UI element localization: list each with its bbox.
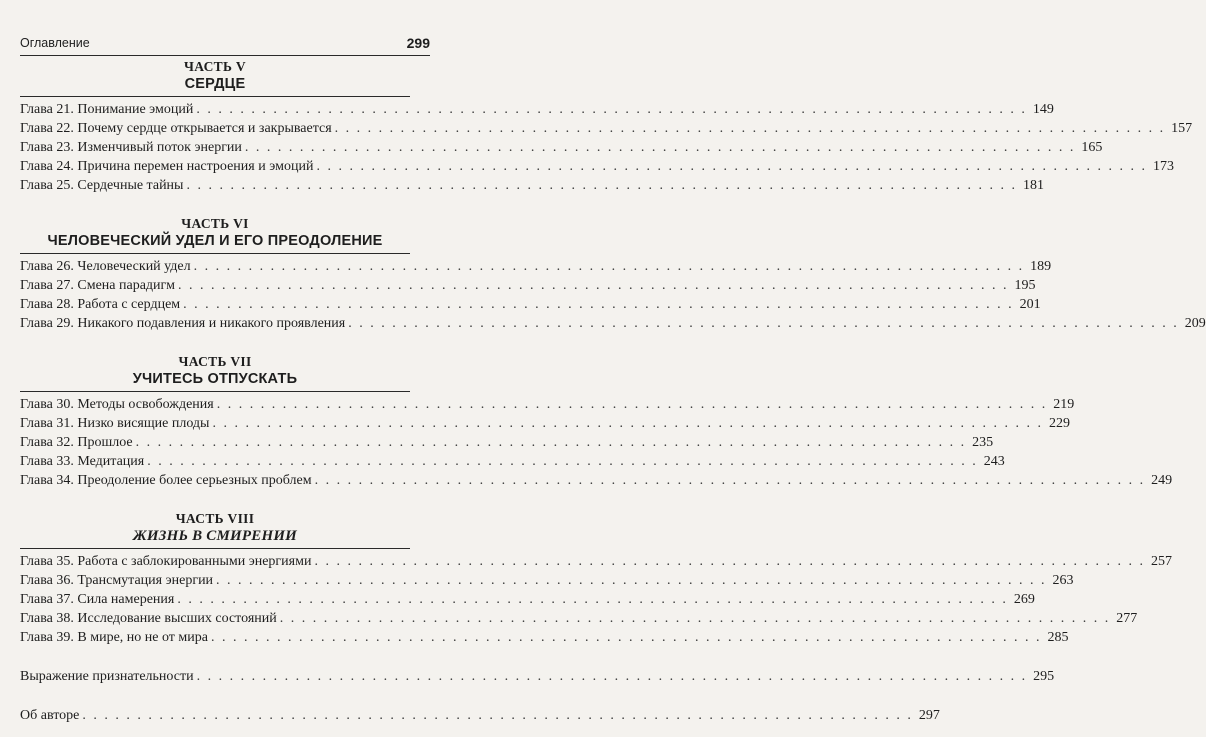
entry-page: 149 bbox=[1032, 102, 1054, 117]
entry-title: Глава 28. Работа с сердцем bbox=[20, 297, 181, 312]
part-rule bbox=[20, 548, 410, 549]
part-label: ЧАСТЬ VI bbox=[181, 216, 249, 231]
leader-dots bbox=[216, 571, 1047, 590]
part-title: УЧИТЕСЬ ОТПУСКАТЬ bbox=[132, 371, 298, 387]
leader-dots bbox=[212, 414, 1043, 433]
entry-page: 189 bbox=[1030, 259, 1052, 274]
header-rule bbox=[20, 55, 430, 56]
leader-dots bbox=[82, 706, 913, 725]
running-title: Оглавление bbox=[20, 36, 90, 50]
part-rule bbox=[20, 253, 410, 254]
toc-entry[interactable] bbox=[20, 100, 1054, 119]
entry-title: Глава 21. Понимание эмоций bbox=[20, 102, 194, 117]
leader-dots bbox=[186, 176, 1017, 195]
part-rule bbox=[20, 391, 410, 392]
leader-dots bbox=[245, 138, 1076, 157]
toc-entry[interactable] bbox=[20, 157, 1174, 176]
leader-dots bbox=[178, 276, 1009, 295]
entry-title: Выражение признательности bbox=[20, 669, 194, 684]
leader-dots bbox=[177, 590, 1008, 609]
page-number: 299 bbox=[406, 35, 430, 51]
entry-page: 235 bbox=[972, 435, 994, 450]
entry-page: 243 bbox=[983, 454, 1005, 469]
toc-entry[interactable] bbox=[20, 276, 1036, 295]
part-title: ЧЕЛОВЕЧЕСКИЙ УДЕЛ И ЕГО ПРЕОДОЛЕНИЕ bbox=[47, 233, 383, 249]
entry-title: Глава 38. Исследование высших состояний bbox=[20, 611, 277, 626]
entry-title: Глава 35. Работа с заблокированными энергиями bbox=[20, 554, 312, 569]
part-title: СЕРДЦЕ bbox=[184, 76, 246, 92]
entry-title: Глава 37. Сила намерения bbox=[20, 592, 175, 607]
entry-page: 297 bbox=[918, 708, 940, 723]
leader-dots bbox=[348, 314, 1179, 333]
entry-page: 181 bbox=[1022, 178, 1044, 193]
leader-dots bbox=[316, 157, 1147, 176]
entry-title: Глава 22. Почему сердце открывается и закрывается bbox=[20, 121, 332, 136]
entry-page: 249 bbox=[1151, 473, 1173, 488]
toc-entry[interactable] bbox=[20, 452, 1005, 471]
toc-entry[interactable] bbox=[20, 395, 1075, 414]
toc-entry-about-author[interactable] bbox=[20, 706, 940, 725]
entry-title: Глава 23. Изменчивый поток энергии bbox=[20, 140, 242, 155]
entry-title: Глава 39. В мире, но не от мира bbox=[20, 630, 208, 645]
part-title: ЖИЗНЬ В СМИРЕНИИ bbox=[132, 528, 298, 544]
entry-title: Глава 31. Низко висящие плоды bbox=[20, 416, 210, 431]
entry-title: Глава 25. Сердечные тайны bbox=[20, 178, 184, 193]
entry-title: Глава 24. Причина перемен настроения и эмоций bbox=[20, 159, 314, 174]
entry-page: 201 bbox=[1019, 297, 1041, 312]
toc-entry[interactable] bbox=[20, 176, 1044, 195]
toc-entry-acknowledgements[interactable] bbox=[20, 667, 1055, 686]
toc-entry[interactable] bbox=[20, 552, 1172, 571]
toc-entry[interactable] bbox=[20, 257, 1052, 276]
table-of-contents bbox=[20, 58, 1206, 725]
entry-title: Глава 33. Медитация bbox=[20, 454, 145, 469]
entry-page: 229 bbox=[1048, 416, 1070, 431]
entry-page: 285 bbox=[1047, 630, 1069, 645]
entry-title: Глава 26. Человеческий удел bbox=[20, 259, 191, 274]
leader-dots bbox=[217, 395, 1048, 414]
toc-entry[interactable] bbox=[20, 138, 1103, 157]
leader-dots bbox=[183, 295, 1014, 314]
part-6 bbox=[20, 215, 1206, 333]
leader-dots bbox=[314, 552, 1145, 571]
page-header bbox=[20, 36, 430, 54]
toc-entry[interactable] bbox=[20, 471, 1173, 490]
leader-dots bbox=[197, 667, 1028, 686]
entry-page: 263 bbox=[1052, 573, 1074, 588]
entry-page: 157 bbox=[1171, 121, 1193, 136]
leader-dots bbox=[196, 100, 1027, 119]
entry-page: 257 bbox=[1150, 554, 1172, 569]
entry-page: 269 bbox=[1013, 592, 1035, 607]
entry-title: Глава 29. Никакого подавления и никакого проявления bbox=[20, 316, 346, 331]
toc-entry[interactable] bbox=[20, 295, 1041, 314]
part-label: ЧАСТЬ VIII bbox=[175, 511, 255, 526]
toc-entry[interactable] bbox=[20, 119, 1193, 138]
entry-page: 195 bbox=[1014, 278, 1036, 293]
entry-title: Глава 36. Трансмутация энергии bbox=[20, 573, 214, 588]
entry-title: Об авторе bbox=[20, 708, 80, 723]
entry-page: 295 bbox=[1033, 669, 1055, 684]
toc-entry[interactable] bbox=[20, 414, 1070, 433]
entry-title: Глава 32. Прошлое bbox=[20, 435, 133, 450]
leader-dots bbox=[335, 119, 1166, 138]
entry-page: 173 bbox=[1152, 159, 1174, 174]
entry-page: 209 bbox=[1184, 316, 1206, 331]
part-rule bbox=[20, 96, 410, 97]
toc-entry[interactable] bbox=[20, 628, 1069, 647]
leader-dots bbox=[280, 609, 1111, 628]
toc-entry[interactable] bbox=[20, 314, 1206, 333]
leader-dots bbox=[315, 471, 1146, 490]
toc-entry[interactable] bbox=[20, 433, 994, 452]
leader-dots bbox=[147, 452, 978, 471]
leader-dots bbox=[194, 257, 1025, 276]
leader-dots bbox=[136, 433, 967, 452]
entry-title: Глава 30. Методы освобождения bbox=[20, 397, 214, 412]
part-8 bbox=[20, 510, 1172, 647]
toc-entry[interactable] bbox=[20, 590, 1035, 609]
part-5 bbox=[20, 58, 1193, 195]
part-7 bbox=[20, 353, 1173, 490]
entry-page: 219 bbox=[1053, 397, 1075, 412]
entry-page: 165 bbox=[1081, 140, 1103, 155]
entry-title: Глава 27. Смена парадигм bbox=[20, 278, 175, 293]
part-label: ЧАСТЬ VII bbox=[178, 354, 252, 369]
entry-page: 277 bbox=[1116, 611, 1138, 626]
toc-entry[interactable] bbox=[20, 571, 1074, 590]
leader-dots bbox=[211, 628, 1042, 647]
part-label: ЧАСТЬ V bbox=[184, 59, 246, 74]
entry-title: Глава 34. Преодоление более серьезных проблем bbox=[20, 473, 312, 488]
toc-entry[interactable] bbox=[20, 609, 1138, 628]
